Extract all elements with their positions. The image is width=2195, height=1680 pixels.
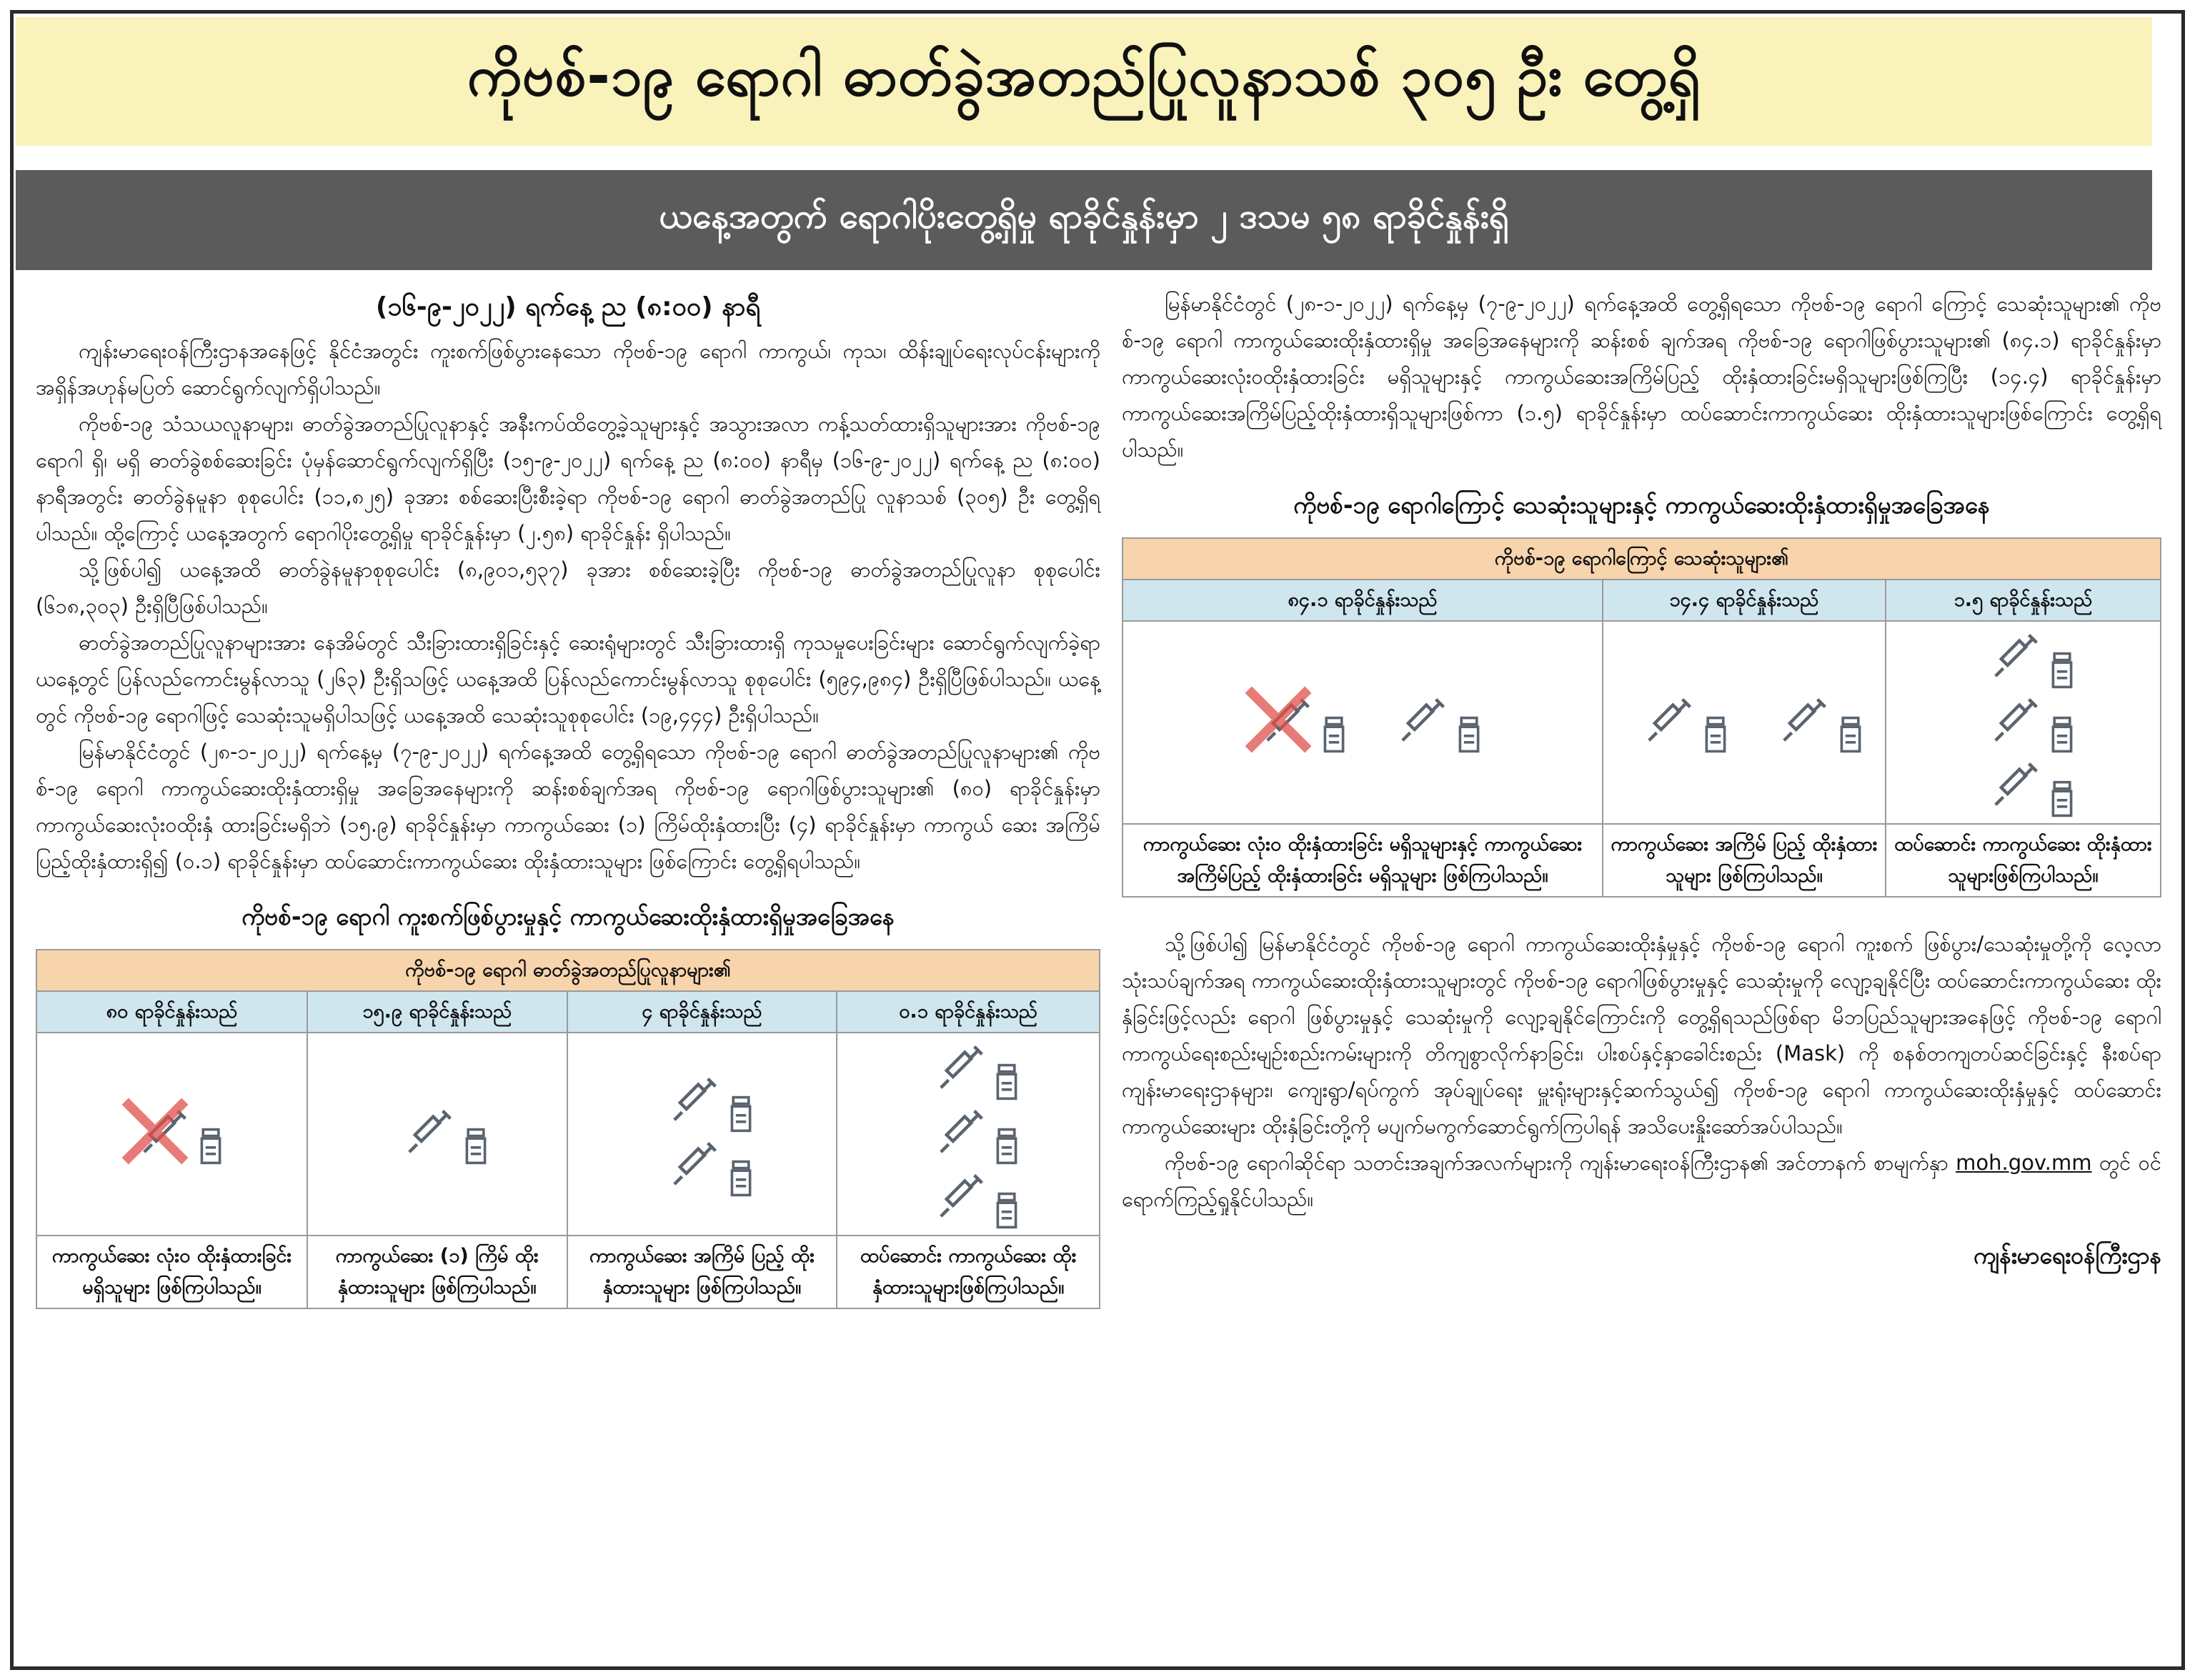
- vial-icon: [728, 1094, 754, 1134]
- syringe-icon: [1981, 755, 2046, 819]
- vial-icon: [994, 1126, 1020, 1166]
- table-description: ထပ်ဆောင်း ကာကွယ်ဆေး ထိုးနှံထားသူများဖြစ်ကြပါသည်။: [837, 1236, 1100, 1308]
- table-description: ကာကွယ်ဆေး (၁) ကြိမ် ထိုးနှံထားသူများ ဖြစ်ကြပါသည်။: [307, 1236, 567, 1308]
- paragraph: မြန်မာနိုင်ငံတွင် (၂၈-၁-၂၀၂၂) ရက်နေ့မှ (၇-၉-၂၀၂၂) ရက်နေ့အထိ တွေ့ရှိရသော ကိုဗစ်-၁၉ ရောဂါ ကြောင့် သေဆုံးသူများ၏ ကိုဗစ်-၁၉ ရောဂါ ကာကွယ်ဆေးထိုးနှံထားရှိမှု အခြေအနေများကို ဆန်းစစ် ချက်အရ ကိုဗစ်-၁၉ ရောဂါဖြစ်ပွားသူများ၏ (၈၄.၁) ရာခိုင်နှုန်းမှာ ကာကွယ်ဆေးလုံးဝထိုးနှံထားခြင်း မရှိသူများနှင့် ကာကွယ်ဆေးအကြိမ်ပြည့် ထိုးနှံထားခြင်းမရှိသူများဖြစ်ကြပြီး (၁၄.၄) ရာခိုင်နှုန်းမှာ ကာကွယ်ဆေးအကြိမ်ပြည့်ထိုးနှံထားရှိသူများဖြစ်ကာ (၁.၅) ရာခိုင်နှုန်းမှာ ထပ်ဆောင်းကာကွယ်ဆေး ထိုးနှံထားသူများဖြစ်ကြောင်း တွေ့ရှိရပါသည်။: [1122, 292, 2161, 462]
- syringe-group: [917, 1166, 1020, 1231]
- syringe-icon: [1770, 690, 1834, 755]
- syringe-icon: [1388, 690, 1453, 755]
- icon-cell: [1886, 621, 2161, 824]
- left-column: [36, 286, 1100, 1309]
- subheadline-text: ယနေ့အတွက် ရောဂါပိုးတွေ့ရှိမှု ရာခိုင်နှုန်းမှာ ၂ ဒသမ ၅၈ ရာခိုင်နှုန်းရှိ: [659, 197, 1509, 237]
- infection-table-title: ကိုဗစ်-၁၉ ရောဂါ ကူးစက်ဖြစ်ပွားမှုနှင့် ကာကွယ်ဆေးထိုးနှံထားရှိမှုအခြေအနေ: [242, 903, 895, 930]
- syringe-group: [1971, 626, 2075, 690]
- table-description: ကာကွယ်ဆေး အကြိမ် ပြည့် ထိုးနှံထားသူများ ဖြစ်ကြပါသည်။: [1603, 824, 1886, 897]
- paragraph: ဓာတ်ခွဲအတည်ပြုလူနာများအား နေအိမ်တွင် သီးခြားထားရှိခြင်းနှင့် ဆေးရုံများတွင် သီးခြားထားရှိ ကုသမှုပေးခြင်းများ ဆောင်ရွက်လျက်ခဲ့ရာ ယနေ့တွင် ပြန်လည်ကောင်းမွန်လာသူ (၂၆၃) ဦးရှိသဖြင့် ယနေ့အထိ ပြန်လည်ကောင်းမွန်လာသူ စုစုပေါင်း (၅၉၄,၉၈၄) ဦးရှိပြီဖြစ်ပါသည်။ ယနေ့တွင် ကိုဗစ်-၁၉ ရောဂါဖြင့် သေဆုံးသူမရှိပါသဖြင့် ယနေ့အထိ သေဆုံးသူစုစုပေါင်း (၁၉,၄၄၄) ဦးရှိပါသည်။: [36, 630, 1100, 727]
- signature: ကျန်းမာရေးဝန်ကြီးဌာန: [1973, 1242, 2161, 1269]
- syringe-group: [650, 1134, 754, 1198]
- syringe-group: [1625, 690, 1728, 755]
- table-column-header: ၈၀ ရာခိုင်နှုန်းသည်: [36, 991, 307, 1033]
- paragraph: မြန်မာနိုင်ငံတွင် (၂၈-၁-၂၀၂၂) ရက်နေ့မှ (၇-၉-၂၀၂၂) ရက်နေ့အထိ တွေ့ရှိရသော ကိုဗစ်-၁၉ ရောဂါ ဓာတ်ခွဲအတည်ပြုလူနာများ၏ ကိုဗစ်-၁၉ ရောဂါ ကာကွယ်ဆေးထိုးနှံထားရှိမှု အခြေအနေများကို ဆန်းစစ်ချက်အရ ကိုဗစ်-၁၉ ရောဂါဖြစ်ပွားသူများ၏ (၈၀) ရာခိုင်နှုန်းမှာ ကာကွယ်ဆေးလုံးဝထိုးနှံ ထားခြင်းမရှိဘဲ (၁၅.၉) ရာခိုင်နှုန်းမှာ ကာကွယ်ဆေး (၁) ကြိမ်ထိုးနှံထားပြီး (၄) ရာခိုင်နှုန်းမှာ ကာကွယ် ဆေး အကြိမ်ပြည့်ထိုးနှံထားရှိ၍ (၀.၁) ရာခိုင်နှုန်းမှာ ထပ်ဆောင်းကာကွယ်ဆေး ထိုးနှံထားသူများ ဖြစ်ကြောင်း တွေ့ရှိရပါသည်။: [36, 740, 1100, 873]
- crossed-syringe: [1243, 690, 1347, 755]
- syringe-icon: [927, 1102, 991, 1166]
- syringe-icon: [1981, 626, 2046, 690]
- table-description: ကာကွယ်ဆေး အကြိမ် ပြည့် ထိုးနှံထားသူများ ဖြစ်ကြပါသည်။: [567, 1236, 837, 1308]
- death-table-title: ကိုဗစ်-၁၉ ရောဂါကြောင့် သေဆုံးသူများနှင့် ကာကွယ်ဆေးထိုးနှံထားရှိမှုအခြေအနေ: [1293, 491, 1990, 519]
- moh-website-link[interactable]: moh.gov.mm: [1956, 1150, 2092, 1175]
- syringe-icon: [1635, 690, 1699, 755]
- closing-paragraph: [1122, 1145, 2161, 1218]
- syringe-group: [1760, 690, 1863, 755]
- syringe-group: [917, 1038, 1020, 1102]
- headline-text: ကိုဗစ်-၁၉ ရောဂါ ဓာတ်ခွဲအတည်ပြုလူနာသစ် ၃၀၅ ဦး တွေ့ရှိ: [467, 44, 1701, 109]
- syringe-group: [1971, 690, 2075, 755]
- table-column-header: ၀.၁ ရာခိုင်နှုန်းသည်: [837, 991, 1100, 1033]
- closing-text-end: တွင် ဝင်ရောက်ကြည့်ရှုနိုင်ပါသည်။: [1122, 1150, 2161, 1211]
- syringe-group: [1378, 690, 1482, 755]
- right-column: [1122, 286, 2161, 1274]
- death-vaccination-table: [1122, 537, 2161, 898]
- icon-cell: [837, 1033, 1100, 1236]
- syringe-icon: [660, 1134, 725, 1198]
- vial-icon: [463, 1126, 489, 1166]
- syringe-group: [917, 1102, 1020, 1166]
- vial-icon: [1321, 715, 1347, 755]
- vial-icon: [2049, 715, 2075, 755]
- table-column-header: ၈၄.၁ ရာခိုင်နှုန်းသည်: [1123, 580, 1603, 621]
- crossed-syringe: [120, 1102, 224, 1166]
- icon-cell: [567, 1033, 837, 1236]
- icon-cell: [1603, 621, 1886, 824]
- vial-icon: [994, 1062, 1020, 1102]
- headline: [16, 17, 2152, 146]
- icon-cell: [36, 1033, 307, 1236]
- vial-icon: [728, 1158, 754, 1198]
- subheadline: [16, 170, 2152, 270]
- table-header: ကိုဗစ်-၁၉ ရောဂါကြောင့် သေဆုံးသူများ၏: [1123, 538, 2161, 580]
- cross-icon: [116, 1092, 194, 1170]
- table-column-header: ၁၄.၄ ရာခိုင်နှုန်းသည်: [1603, 580, 1886, 621]
- syringe-group: [650, 1070, 754, 1134]
- icon-cell: [1123, 621, 1603, 824]
- vial-icon: [2049, 779, 2075, 819]
- icon-cell: [307, 1033, 567, 1236]
- vial-icon: [2049, 650, 2075, 690]
- cross-icon: [1239, 680, 1318, 759]
- syringe-group: [385, 1102, 489, 1166]
- vial-icon: [198, 1126, 224, 1166]
- paragraph: ကိုဗစ်-၁၉ သံသယလူနာများ၊ ဓာတ်ခွဲအတည်ပြုလူနာနှင့် အနီးကပ်ထိတွေ့ခဲ့သူများနှင့် အသွားအလာ ကန့်သတ်ထားရှိသူများအား ကိုဗစ်-၁၉ ရောဂါ ရှိ၊ မရှိ ဓာတ်ခွဲစစ်ဆေးခြင်း ပုံမှန်ဆောင်ရွက်လျက်ရှိပြီး (၁၅-၉-၂၀၂၂) ရက်နေ့ ည (၈:၀၀) နာရီမှ (၁၆-၉-၂၀၂၂) ရက်နေ့ ည (၈:၀၀) နာရီအတွင်း ဓာတ်ခွဲနမူနာ စုစုပေါင်း (၁၁,၈၂၅) ခုအား စစ်ဆေးပြီးစီးခဲ့ရာ ကိုဗစ်-၁၉ ရောဂါ ဓာတ်ခွဲအတည်ပြု လူနာသစ် (၃၀၅) ဦး တွေ့ရှိရပါသည်။ ထို့ကြောင့် ယနေ့အတွက် ရောဂါပိုးတွေ့ရှိမှု ရာခိုင်နှုန်းမှာ (၂.၅၈) ရာခိုင်နှုန်း ရှိပါသည်။: [36, 412, 1100, 545]
- table-column-header: ၄ ရာခိုင်နှုန်းသည်: [567, 991, 837, 1033]
- table-description: ကာကွယ်ဆေး လုံး၀ ထိုးနှံထားခြင်း မရှိသူများနှင့် ကာကွယ်ဆေး အကြိမ်ပြည့် ထိုးနှံထားခြင်း မရှိသူများ ဖြစ်ကြပါသည်။: [1123, 824, 1603, 897]
- closing-text: ကိုဗစ်-၁၉ ရောဂါဆိုင်ရာ သတင်းအချက်အလက်များကို ကျန်းမာရေးဝန်ကြီးဌာန၏ အင်တာနက် စာမျက်နှာ: [1165, 1150, 1956, 1175]
- syringe-icon: [1981, 690, 2046, 755]
- syringe-icon: [660, 1070, 725, 1134]
- vial-icon: [994, 1191, 1020, 1231]
- report-datetime: (၁၆-၉-၂၀၂၂) ရက်နေ့ ည (၈:၀၀) နာရီ: [375, 292, 761, 322]
- table-column-header: ၁.၅ ရာခိုင်နှုန်းသည်: [1886, 580, 2161, 621]
- vial-icon: [1456, 715, 1482, 755]
- syringe-icon: [395, 1102, 459, 1166]
- paragraph: သို့ဖြစ်ပါ၍ ယနေ့အထိ ဓာတ်ခွဲနမူနာစုစုပေါင်း (၈,၉၀၁,၅၃၇) ခုအား စစ်ဆေးခဲ့ပြီး ကိုဗစ်-၁၉ ဓာတ်ခွဲအတည်ပြုလူနာ စုစုပေါင်း (၆၁၈,၃၀၃) ဦးရှိပြီဖြစ်ပါသည်။: [36, 557, 1100, 618]
- syringe-icon: [927, 1166, 991, 1231]
- table-description: ကာကွယ်ဆေး လုံးဝ ထိုးနှံထားခြင်း မရှိသူများ ဖြစ်ကြပါသည်။: [36, 1236, 307, 1308]
- infection-vaccination-table: [36, 949, 1100, 1309]
- paragraph: ကျန်းမာရေးဝန်ကြီးဌာနအနေဖြင့် နိုင်ငံအတွင်း ကူးစက်ဖြစ်ပွားနေသော ကိုဗစ်-၁၉ ရောဂါ ကာကွယ်၊ ကုသ၊ ထိန်းချုပ်ရေးလုပ်ငန်းများကို အရှိန်အဟုန်မပြတ် ဆောင်ရွက်လျက်ရှိပါသည်။: [36, 339, 1100, 399]
- table-column-header: ၁၅.၉ ရာခိုင်နှုန်းသည်: [307, 991, 567, 1033]
- syringe-icon: [927, 1038, 991, 1102]
- paragraph: သို့ဖြစ်ပါ၍ မြန်မာနိုင်ငံတွင် ကိုဗစ်-၁၉ ရောဂါ ကာကွယ်ဆေးထိုးနှံမှုနှင့် ကိုဗစ်-၁၉ ရောဂါ ကူးစက် ဖြစ်ပွား/သေဆုံးမှုတို့ကို လေ့လာသုံးသပ်ချက်အရ ကာကွယ်ဆေးထိုးနှံထားသူများတွင် ကိုဗစ်-၁၉ ရောဂါဖြစ်ပွားမှုနှင့် သေဆုံးမှုကို လျော့ချနိုင်ပြီး ထပ်ဆောင်းကာကွယ်ဆေး ထိုးနှံခြင်းဖြင့်လည်း ရောဂါ ဖြစ်ပွားမှုနှင့် သေဆုံးမှုကို လျော့ချနိုင်ကြောင်းကို တွေ့ရှိရသည်ဖြစ်ရာ မိဘပြည်သူများအနေဖြင့် ကိုဗစ်-၁၉ ရောဂါ ကာကွယ်ရေးစည်းမျဉ်းစည်းကမ်းများကို တိကျစွာလိုက်နာခြင်း၊ ပါးစပ်နှင့်နှာခေါင်းစည်း (Mask) ကို စနစ်တကျတပ်ဆင်ခြင်းနှင့် နီးစပ်ရာကျန်းမာရေးဌာနများ၊ ကျေးရွာ/ရပ်ကွက် အုပ်ချုပ်ရေး မှူးရုံးများနှင့်ဆက်သွယ်၍ ကိုဗစ်-၁၉ ရောဂါ ကာကွယ်ဆေးထိုးနှံမှုနှင့် ထပ်ဆောင်းကာကွယ်ဆေးများ ထိုးနှံခြင်းတို့ကို မပျက်မကွက်ဆောင်ရွက်ကြပါရန် အသိပေးနှိုးဆော်အပ်ပါသည်။: [1122, 932, 2161, 1138]
- table-header: ကိုဗစ်-၁၉ ရောဂါ ဓာတ်ခွဲအတည်ပြုလူနာများ၏: [36, 950, 1100, 991]
- vial-icon: [1703, 715, 1728, 755]
- vial-icon: [1838, 715, 1863, 755]
- syringe-group: [1971, 755, 2075, 819]
- table-description: ထပ်ဆောင်း ကာကွယ်ဆေး ထိုးနှံထားသူများဖြစ်ကြပါသည်။: [1886, 824, 2161, 897]
